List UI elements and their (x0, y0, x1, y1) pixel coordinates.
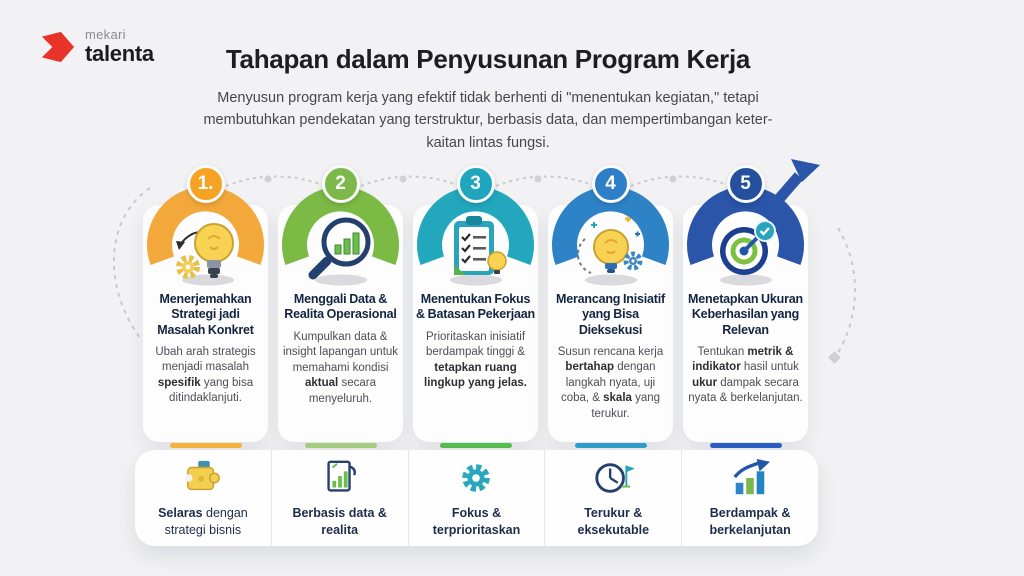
brand-logo (40, 28, 154, 65)
steps-row (143, 165, 808, 448)
checklist-icon (434, 209, 518, 289)
clock-flag-icon (590, 458, 636, 498)
benefit-icon (317, 458, 363, 498)
step-number-badge: 4 (592, 165, 630, 203)
step-underline-bar (440, 443, 512, 448)
benefit-cell (272, 450, 409, 546)
idea-spark-icon (569, 209, 653, 289)
step-icon (164, 209, 248, 289)
step-description: Tentukan metrik & indikator hasil untuk ukur dampak secara nyata & berkelanjutan. (688, 345, 803, 405)
benefit-icon (453, 458, 499, 498)
step-module (413, 165, 538, 448)
step-number-badge: 3 (457, 165, 495, 203)
benefit-label: Fokus & terprioritaskan (432, 506, 521, 537)
step-icon (299, 209, 383, 289)
puzzle-icon (180, 458, 226, 498)
step-title: Menerjemahkan Strategi jadi Masalah Konkret (157, 292, 254, 337)
benefit-icon (180, 458, 226, 498)
step-number-badge: 2 (322, 165, 360, 203)
step-module (143, 165, 268, 448)
benefit-cell (409, 450, 546, 546)
benefit-label: Berdampak & berkelanjutan (709, 506, 791, 537)
step-description: Prioritaskan inisiatif berdampak tinggi & tetapkan ruang lingkup yang jelas. (424, 330, 527, 390)
target-check-icon (704, 209, 788, 289)
mekari-chevron-icon (40, 30, 76, 64)
step-title: Menetapkan Ukuran Keberhasilan yang Relevan (688, 292, 803, 337)
subtitle-line-3: kaitan lintas fungsi. (426, 134, 550, 151)
benefit-cell (682, 450, 818, 546)
step-icon (704, 209, 788, 289)
step-title: Menggali Data & Realita Operasional (284, 292, 397, 322)
trend-arrow-icon (774, 157, 822, 203)
step-module (278, 165, 403, 448)
step-underline-bar (305, 443, 377, 448)
step-module (683, 165, 808, 448)
step-underline-bar (710, 443, 782, 448)
benefit-cell (545, 450, 682, 546)
step-description: Susun rencana kerja bertahap dengan langkah nyata, uji coba, & skala yang terukur. (557, 345, 664, 420)
page-title: Tahapan dalam Penyusunan Program Kerja (225, 44, 751, 74)
step-number-badge: 1. (187, 165, 225, 203)
benefit-icon (727, 458, 773, 498)
step-underline-bar (170, 443, 242, 448)
step-underline-bar (575, 443, 647, 448)
benefit-cell (135, 450, 272, 546)
step-description: Ubah arah strategis menjadi masalah spesifik yang bisa ditindaklanjuti. (155, 345, 256, 405)
benefit-label: Selaras dengan strategi bisnis (158, 506, 248, 537)
magnifier-chart-icon (299, 209, 383, 289)
step-icon (569, 209, 653, 289)
benefits-panel (135, 450, 818, 546)
step-number-badge: 5 (727, 165, 765, 203)
benefit-label: Terukur & eksekutable (577, 506, 650, 537)
step-icon (434, 209, 518, 289)
benefit-label: Berbasis data & realita (292, 506, 387, 537)
page-subtitle (100, 87, 876, 154)
subtitle-line-1: Menyusun program kerja yang efektif tidak berhenti di "menentukan kegiatan," tetapi (217, 90, 759, 106)
growth-chart-icon (727, 458, 773, 498)
subtitle-line-2: membutuhkan pendekatan yang terstruktur, berbasis data, dan mempertimbangan keter- (203, 112, 773, 129)
brand-wordmark (85, 28, 154, 65)
step-module (548, 165, 673, 448)
bulb-gear-icon (164, 209, 248, 289)
step-title: Merancang Inisiatif yang Bisa Dieksekusi (556, 292, 665, 337)
brand-bottom-label: talenta (85, 41, 154, 66)
step-description: Kumpulkan data & insight lapangan untuk memahami kondisi aktual secara menyeluruh. (282, 330, 399, 405)
data-doc-icon (317, 458, 363, 498)
step-title: Menentukan Fokus & Batasan Pekerjaan (416, 292, 535, 322)
gear-icon (453, 458, 499, 498)
brand-top-label: mekari (85, 27, 126, 42)
benefit-icon (590, 458, 636, 498)
